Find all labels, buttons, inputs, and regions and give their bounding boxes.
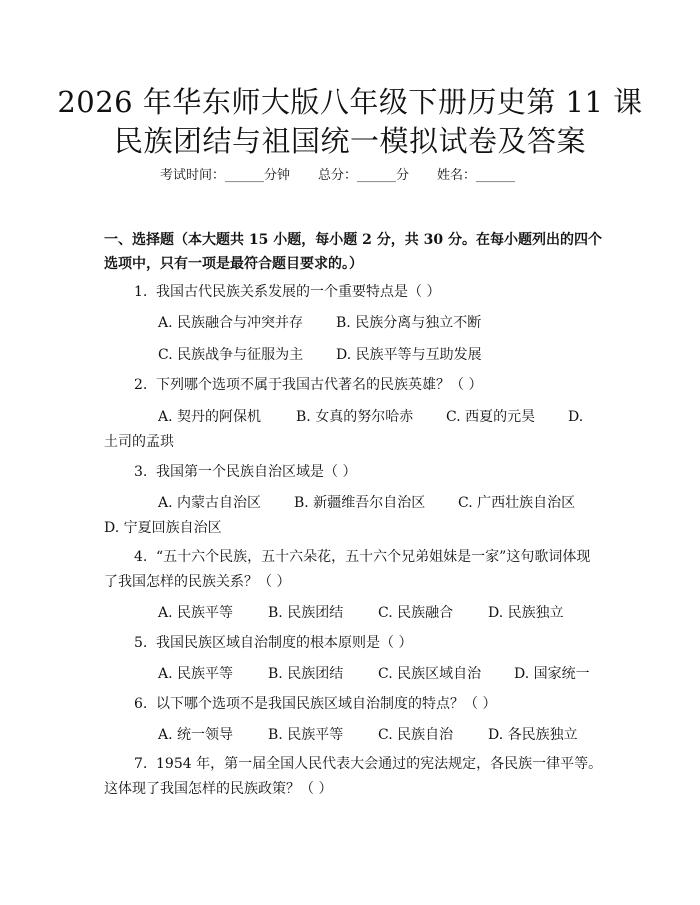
question-4-line2 [104, 570, 290, 594]
question-1-options-row2 [158, 344, 482, 366]
option-d: D. 国家统一 [514, 666, 590, 682]
question-number: 4. [134, 549, 148, 565]
question-1 [134, 280, 440, 304]
document-title-line2: 民族团结与祖国统一模拟试卷及答案 [113, 124, 586, 158]
question-4-options [158, 602, 564, 624]
total-score-label: 总分：______分 [318, 168, 410, 183]
option-b: B. 新疆维吾尔自治区 [294, 495, 426, 511]
option-c: C. 西夏的元昊 [446, 409, 536, 425]
question-text: 我国第一个民族自治区域是（ ） [156, 464, 357, 480]
question-7 [134, 752, 602, 776]
question-3 [134, 460, 356, 484]
option-b: B. 民族团结 [268, 605, 344, 621]
question-2-options [158, 406, 583, 428]
question-text: 下列哪个选项不属于我国古代著名的民族英雄？（ ） [156, 377, 483, 393]
option-c: C. 民族战争与征服为主 [158, 347, 304, 363]
option-d: D. 各民族独立 [488, 727, 578, 743]
question-7-line2 [104, 777, 332, 801]
question-3-option-d [104, 517, 222, 539]
question-number: 5. [134, 635, 148, 651]
question-text: 以下哪个选项不是我国民族区域自治制度的特点？（ ） [156, 696, 497, 712]
option-b: B. 民族分离与独立不断 [336, 315, 482, 331]
option-a: A. 契丹的阿保机 [158, 409, 262, 425]
option-c: C. 民族区域自治 [378, 666, 482, 682]
question-text: 我国古代民族关系发展的一个重要特点是（ ） [156, 284, 441, 300]
question-1-options [158, 312, 481, 334]
student-name-label: 姓名：______ [437, 168, 516, 183]
question-number: 2. [134, 377, 148, 393]
exam-info-row [160, 167, 600, 185]
question-number: 7. [134, 756, 148, 772]
option-d-text: 土司的孟珙 [104, 434, 174, 450]
question-text-line1: “五十六个民族，五十六朵花，五十六个兄弟姐妹是一家”这句歌词体现 [156, 549, 591, 565]
question-2-option-d-cont [104, 431, 174, 453]
option-b: B. 女真的努尔哈赤 [296, 409, 414, 425]
option-c: C. 民族融合 [378, 605, 454, 621]
option-b: B. 民族平等 [268, 727, 344, 743]
option-d: D. 民族平等与互助发展 [336, 347, 482, 363]
option-d: D. 民族独立 [488, 605, 564, 621]
option-c: C. 广西壮族自治区 [458, 495, 576, 511]
document-title-line1: 2026 年华东师大版八年级下册历史第 11 课 [57, 85, 643, 119]
question-text-line2: 了我国怎样的民族关系？（ ） [104, 574, 291, 590]
question-5 [134, 631, 412, 655]
section-heading-multiple-choice: 一、选择题（本大题共 15 小题，每小题 2 分，共 30 分。在每小题列出的四个选项中，只有一项是最符合题目要求的。） [104, 232, 602, 272]
option-a: A. 内蒙古自治区 [158, 495, 262, 511]
question-number: 3. [134, 464, 148, 480]
option-d: D. 宁夏回族自治区 [104, 520, 222, 536]
question-2 [134, 373, 482, 397]
option-a: A. 民族平等 [158, 605, 234, 621]
question-3-options [158, 492, 575, 514]
option-a: A. 民族融合与冲突并存 [158, 315, 304, 331]
question-text: 我国民族区域自治制度的根本原则是（ ） [156, 635, 413, 651]
question-4 [134, 545, 590, 569]
question-number: 6. [134, 696, 148, 712]
option-c: C. 民族自治 [378, 727, 454, 743]
question-number: 1. [134, 284, 148, 300]
question-5-options [158, 663, 590, 685]
exam-time-label: 考试时间：______分钟 [160, 168, 291, 183]
question-6-options [158, 724, 578, 746]
option-b: B. 民族团结 [268, 666, 344, 682]
option-d-prefix: D. [568, 409, 584, 425]
question-text-line1: 1954 年，第一届全国人民代表大会通过的宪法规定，各民族一律平等。 [156, 756, 603, 772]
question-text-line2: 这体现了我国怎样的民族政策？（ ） [104, 781, 333, 797]
question-6 [134, 692, 496, 716]
option-a: A. 民族平等 [158, 666, 234, 682]
option-a: A. 统一领导 [158, 727, 234, 743]
